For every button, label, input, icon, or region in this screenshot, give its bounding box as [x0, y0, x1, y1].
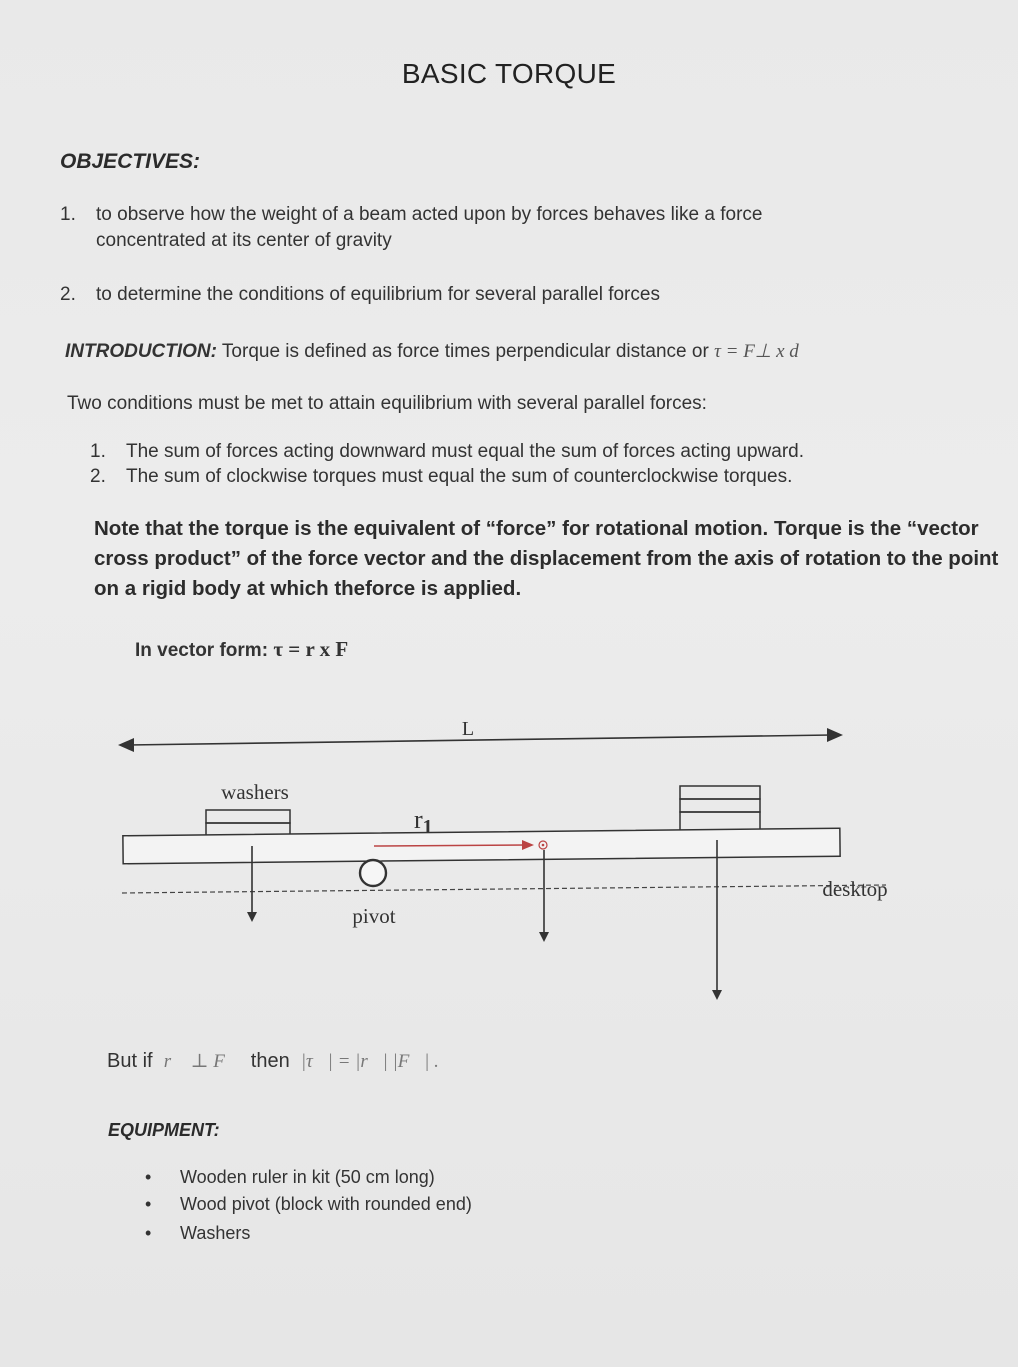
length-arrow: [118, 728, 843, 752]
force-arrow-center: [539, 850, 549, 942]
equipment-heading: EQUIPMENT:: [108, 1120, 220, 1140]
equipment-item-text: Wooden ruler in kit (50 cm long): [180, 1167, 435, 1187]
introduction-text: Torque is defined as force times perpendicular distance or: [221, 341, 709, 362]
torque-diagram: [0, 700, 1018, 1020]
objective-2-number: 2.: [60, 284, 76, 305]
length-label: L: [461, 718, 475, 740]
vector-form-label: In vector form:: [135, 640, 269, 661]
right-washer-stack: [680, 786, 760, 831]
objective-item-1: [60, 202, 940, 254]
equipment-item: [145, 1167, 435, 1188]
perpendicular-expression: r⃗ ⊥ F⃗: [163, 1051, 240, 1072]
condition-item-2: [90, 466, 792, 488]
equipment-item-text: Wood pivot (block with rounded end): [180, 1194, 472, 1214]
condition-1-text: The sum of forces acting downward must equal the sum of forces acting upward.: [126, 441, 804, 462]
magnitude-expression: |τ⃗| = |r⃗| |F⃗| .: [300, 1051, 439, 1072]
bullet: •: [145, 1194, 152, 1214]
vector-form-formula: τ = r x F: [273, 637, 349, 661]
equipment-item: [145, 1223, 250, 1244]
vector-form: [135, 637, 348, 662]
condition-2-text: The sum of clockwise torques must equal the sum of counterclockwise torques.: [126, 466, 793, 487]
objective-2-text: to determine the conditions of equilibrium for several parallel forces: [96, 284, 660, 305]
force-arrow-right: [712, 840, 722, 1000]
bullet: •: [145, 1223, 152, 1243]
equipment-item-text: Washers: [180, 1223, 251, 1243]
introduction-label: INTRODUCTION:: [65, 341, 217, 362]
perpendicular-condition: [107, 1050, 439, 1073]
introduction: [65, 340, 799, 363]
washers-label: washers: [221, 780, 289, 804]
condition-item-1: [90, 441, 804, 463]
pivot-label: pivot: [352, 904, 396, 928]
desktop-label: desktop: [822, 877, 888, 901]
but-if-prefix: But if: [107, 1050, 153, 1072]
then-word: then: [250, 1050, 290, 1072]
objective-1-line2: concentrated at its center of gravity: [96, 230, 392, 251]
objective-1-line1: to observe how the weight of a beam acted upon by forces behaves like a force: [96, 204, 763, 225]
r1-label: r1: [414, 805, 433, 838]
equipment-item: [145, 1194, 472, 1215]
condition-2-number: 2.: [90, 466, 106, 487]
torque-note: Note that the torque is the equivalent of “force” for rotational motion. Torque is the “vector cross product” of the force vector and the displacement from the axis of rotation to the point on a rigid body at which theforce is applied.: [94, 517, 999, 600]
bullet: •: [145, 1167, 152, 1187]
conditions-intro: Two conditions must be met to attain equilibrium with several parallel forces:: [67, 393, 707, 414]
page-title: BASIC TORQUE: [401, 58, 617, 89]
pivot: [360, 860, 386, 886]
objective-item-2: [60, 282, 660, 308]
desktop-line: [122, 885, 886, 893]
objectives-heading: OBJECTIVES:: [60, 150, 201, 173]
torque-formula: τ = F⊥ x d: [714, 341, 799, 362]
objective-1-number: 1.: [60, 204, 76, 225]
condition-1-number: 1.: [90, 441, 106, 462]
